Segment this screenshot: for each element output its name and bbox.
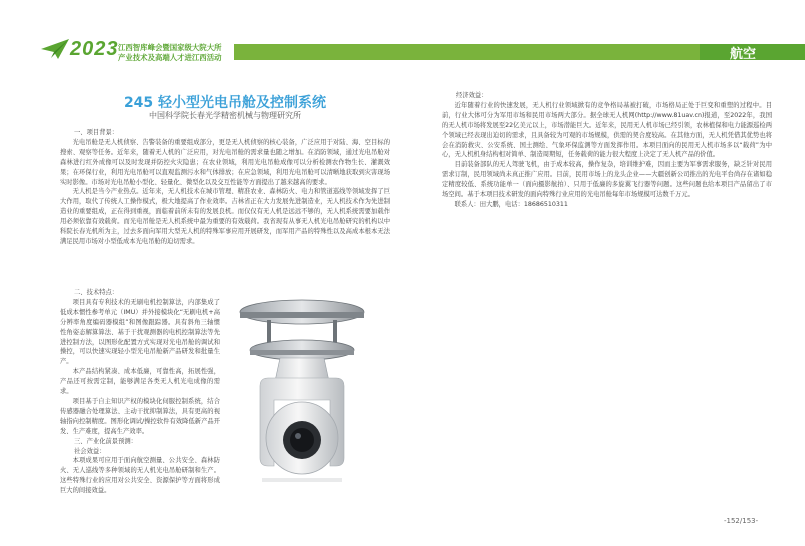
event-name-line2: 产业技术及高端人才进江西活动 [118, 53, 222, 62]
right-column-text [442, 91, 772, 210]
gimbal-pod-product-image [222, 290, 382, 520]
paragraph: 本项成果可应用于面向航空测量、公共安全、森林防火、无人巡线等多种领域的无人机光电吊舱研制和生产。这些特殊行业的应用对公共安全、资源保护等方面将形成巨大的间接效益。 [60, 457, 220, 495]
section-label: 航空 [730, 47, 757, 62]
section-heading: 一、项目背景： [74, 129, 119, 136]
paragraph: 联系人：田大鹏，电话：18686510311 [454, 200, 568, 208]
page-number: -152/153- [724, 517, 759, 525]
paragraph: 目前装备部队的无人驾驶飞机，由于成本较高，操作复杂，培训维护难，因而主要为军事需求服务，缺乏针对民用需求订制，民用领域尚未真正推广应用。目前，民用市场上的龙头企业——大疆创新公司推出的光电平台尚存在诸如稳定精度较低、系统功能单一（面向摄影航拍）、只用于低廉的多旋翼飞行器等问题。这些问题也给本项目产品留出了市场空间。基于本项目技术研发的面向特殊行业应用的光电吊舱每年市场规模可达数千万元。 [442, 161, 772, 199]
article-title: 245 轻小型光电吊舱及控制系统 [123, 95, 327, 111]
paragraph: 项目基于自主知识产权的模块化伺服控制系统，结合传感器融合处理算法、主动干扰抑制算法，具有更高的视轴指向控制精度。图形化调试/操控软件有效降低新产品开发、生产难度，提高生产效率。 [60, 397, 220, 435]
left-column-text [60, 128, 390, 247]
paragraph: 光电吊舱是无人机侦察、告警装备的重要组成部分，更是无人机侦察的核心装备，广泛应用于对陆、海、空目标的搜索、观察等任务。近年来，随着无人机的广泛应用，对光电吊舱的需求量也随之增加。在消防领域，通过光电吊舱对森林进行红外成像可以及时发现并防控火灾隐患；在农业领域，利用光电吊舱成像可以分析检测农作物生长、灌溉效果；在环保行业，利用光电吊舱可以直观监测污水和气体排放；在应急领域，利用光电吊舱可以清晰地获取到灾害现场实时影像。市场对光电吊舱小型化、轻量化、微型化以及交互性能等方面提出了越来越高的要求。 [60, 138, 390, 186]
section-heading: 三、产业化前景预测： [74, 437, 137, 445]
page-header [0, 34, 805, 64]
section-heading: 社会效益： [74, 447, 106, 455]
article-organization: 中国科学院长春光学精密机械与物理研究所 [149, 111, 301, 120]
paper-plane-logo-icon [40, 38, 70, 60]
section-heading: 经济效益： [456, 92, 488, 99]
paragraph: 本产品结构紧凑、成本低廉，可靠性高，拓展性强，产品还可按需定制，能够满足各类无人机光电成像的需求。 [60, 368, 220, 396]
paragraph: 项目具有专利技术的无刷电机控制算法，内部集成了低成本惯性参考单元（IMU）并外接模块化“无刷电机+高分辨率角度编码器模组”和图像跟踪器。具有斜角三轴惯性角姿态解算算法、基于干扰观测器的电机控制算法等先进控制方法，以图形化配置方式实现对光电吊舱的调试和操控，可以快速实现轻小型光电吊舱新产品研发和批量生产。 [60, 298, 220, 366]
paragraph: 近年随着行业的快速发展，无人机行业领域掀有的竞争格局基被打破，市场格局正处于巨变和重塑的过程中。目前，行业大体可分为军用市场和民用市场两大部分。据全球无人机网(http://www.81uav.cn)报道，至2022年，我国的无人机市场将发展至22亿美元以上，市场潜能巨大。近年来，民用无人机市场已经引领，农林植保和电力能源巡检两个领域已经表现出迫切的需求，且具备较为可观的市场规模，供需的契合度较高。在其他方面，无人机凭借其优势也将会在消防救灾、公安系统、国土测绘、气象环保监测等方面发挥作用。本项目面向的民用无人机市场多以“载荷”为中心，无人机机身结构相对简单、制造周期短，任务载荷的能力很大程度上决定了无人机产品的价值。 [442, 101, 772, 159]
section-heading: 二、技术特点： [74, 289, 119, 296]
event-name-line1: 江西智库峰会暨国家级大院大所 [118, 43, 222, 52]
event-year: 2023 [70, 38, 119, 60]
narrow-column-text [60, 288, 220, 496]
paragraph: 无人机是当今产业热点。近年来，无人机技术在城市管理、精准农业、森林防火、电力和管道巡线等领域发挥了巨大作用，取代了传统人工操作模式，极大地提高了作业效率。吉林省正在大力发展先进制造业，无人机技术作为先进制造业的重要组成，正在得到重视，面临着前所未有的发展良机。而仅仅有无人机是远远不够的，无人机系统需要加载作用必须依靠有效载荷。而光电吊舱是无人机系统中最为重要的有效载荷。我省现有从事无人机光电吊舱研究的机构以中科院长春光机所为主，过去多面向军用大型无人机的特殊军事应用开展研发，而军用产品的特殊性以及高成本根本无法满足民用市场对小型低成本光电吊舱的迫切需求。 [60, 188, 390, 245]
